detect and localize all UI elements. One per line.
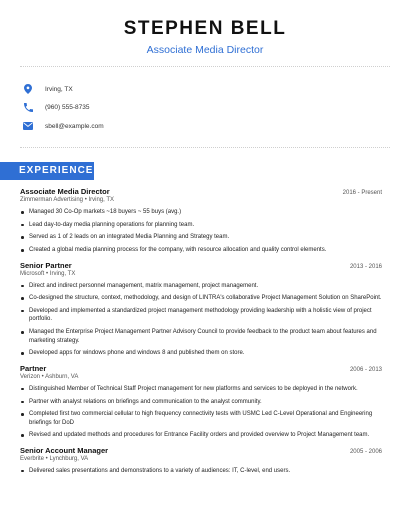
contact-list bbox=[20, 80, 390, 136]
job-bullet: Completed first two commercial cellular to high frequency connectivity tests with USMC Led C-Level Operational and Engineering briefings for DoD bbox=[20, 410, 382, 427]
candidate-role: Associate Media Director bbox=[146, 44, 264, 56]
job-title: Senior Account Manager bbox=[20, 445, 109, 455]
contact-location bbox=[20, 80, 390, 98]
phone-icon bbox=[23, 103, 33, 113]
experience-list bbox=[20, 187, 382, 481]
job-company: Everbrite • Lynchburg, VA bbox=[20, 455, 89, 462]
company-name: Everbrite bbox=[20, 455, 45, 462]
contact-phone-text: (960) 555-8735 bbox=[45, 104, 90, 111]
job-company: Verizon • Ashburn, VA bbox=[20, 373, 79, 380]
company-name: Microsoft bbox=[20, 270, 45, 277]
job-dates: 2016 - Present bbox=[342, 190, 382, 196]
job-entry bbox=[20, 261, 382, 358]
job-bullet: Developed and implemented a standardized project management methodology providing leadership with a holistic view of project portfolio. bbox=[20, 307, 382, 324]
job-entry bbox=[20, 446, 382, 476]
job-title: Senior Partner bbox=[20, 260, 72, 270]
contact-location-text: Irving, TX bbox=[45, 85, 73, 93]
job-title: Associate Media Director bbox=[20, 187, 110, 196]
company-name: Zimmerman Advertising bbox=[20, 197, 84, 203]
job-bullet: Co-designed the structure, context, methodology, and design of LINTRA's collaborative Project Management Solution on SharePoint. bbox=[20, 294, 382, 303]
job-bullet: Managed 30 Co-Op markets ~18 buyers ~ 55 buys (avg.) bbox=[20, 208, 382, 217]
divider bbox=[20, 66, 390, 67]
job-bullet: Delivered sales presentations and demonstrations to a variety of audiences: IT, C-level, end users. bbox=[20, 467, 382, 476]
email-icon bbox=[23, 121, 33, 131]
job-entry bbox=[20, 364, 382, 440]
job-bullet: Managed the Enterprise Project Management Partner Advisory Council to provide feedback to the product team about features and marketing strategy. bbox=[20, 328, 382, 345]
job-bullet: Direct and indirect personnel management, matrix management, project management. bbox=[20, 282, 382, 291]
contact-phone bbox=[20, 99, 390, 117]
resume-header bbox=[0, 18, 410, 57]
job-title: Partner bbox=[20, 363, 47, 373]
job-bullet: Lead day-to-day media planning operations for planning team. bbox=[20, 221, 382, 230]
company-location: Lynchburg, VA bbox=[49, 455, 89, 462]
job-bullet: Partner with analyst relations on briefings and communication to the analyst community. bbox=[20, 398, 382, 407]
candidate-name: STEPHEN BELL bbox=[123, 18, 287, 39]
contact-email bbox=[20, 117, 390, 135]
job-dates: 2005 - 2006 bbox=[349, 448, 382, 455]
section-title-experience: EXPERIENCE bbox=[0, 162, 94, 180]
job-dates: 2006 - 2013 bbox=[349, 366, 382, 373]
job-bullet: Developed apps for windows phone and windows 8 and published them on store. bbox=[20, 349, 382, 358]
job-company: Microsoft • Irving, TX bbox=[20, 270, 76, 277]
location-pin-icon bbox=[23, 84, 33, 94]
job-bullet: Distinguished Member of Technical Staff Project management for new platforms and services to be deployed in the network. bbox=[20, 385, 382, 394]
company-name: Verizon bbox=[20, 373, 41, 380]
contact-email-text: sbell@example.com bbox=[45, 122, 104, 130]
job-company: Zimmerman Advertising • Irving, TX bbox=[20, 197, 115, 203]
divider bbox=[20, 147, 390, 148]
job-bullet: Created a global media planning process for the company, with resource allocation and quality control elements. bbox=[20, 246, 382, 255]
company-location: Irving, TX bbox=[88, 197, 115, 203]
job-dates: 2013 - 2016 bbox=[349, 263, 382, 270]
job-bullet: Revised and updated methods and procedures for Entrance Facility orders and provided overview to Project Management team. bbox=[20, 431, 382, 440]
job-entry bbox=[20, 187, 382, 255]
job-bullet: Served as 1 of 2 leads on an integrated Media Planning and Strategy team. bbox=[20, 233, 382, 242]
company-location: Ashburn, VA bbox=[45, 373, 79, 380]
company-location: Irving, TX bbox=[49, 270, 76, 277]
